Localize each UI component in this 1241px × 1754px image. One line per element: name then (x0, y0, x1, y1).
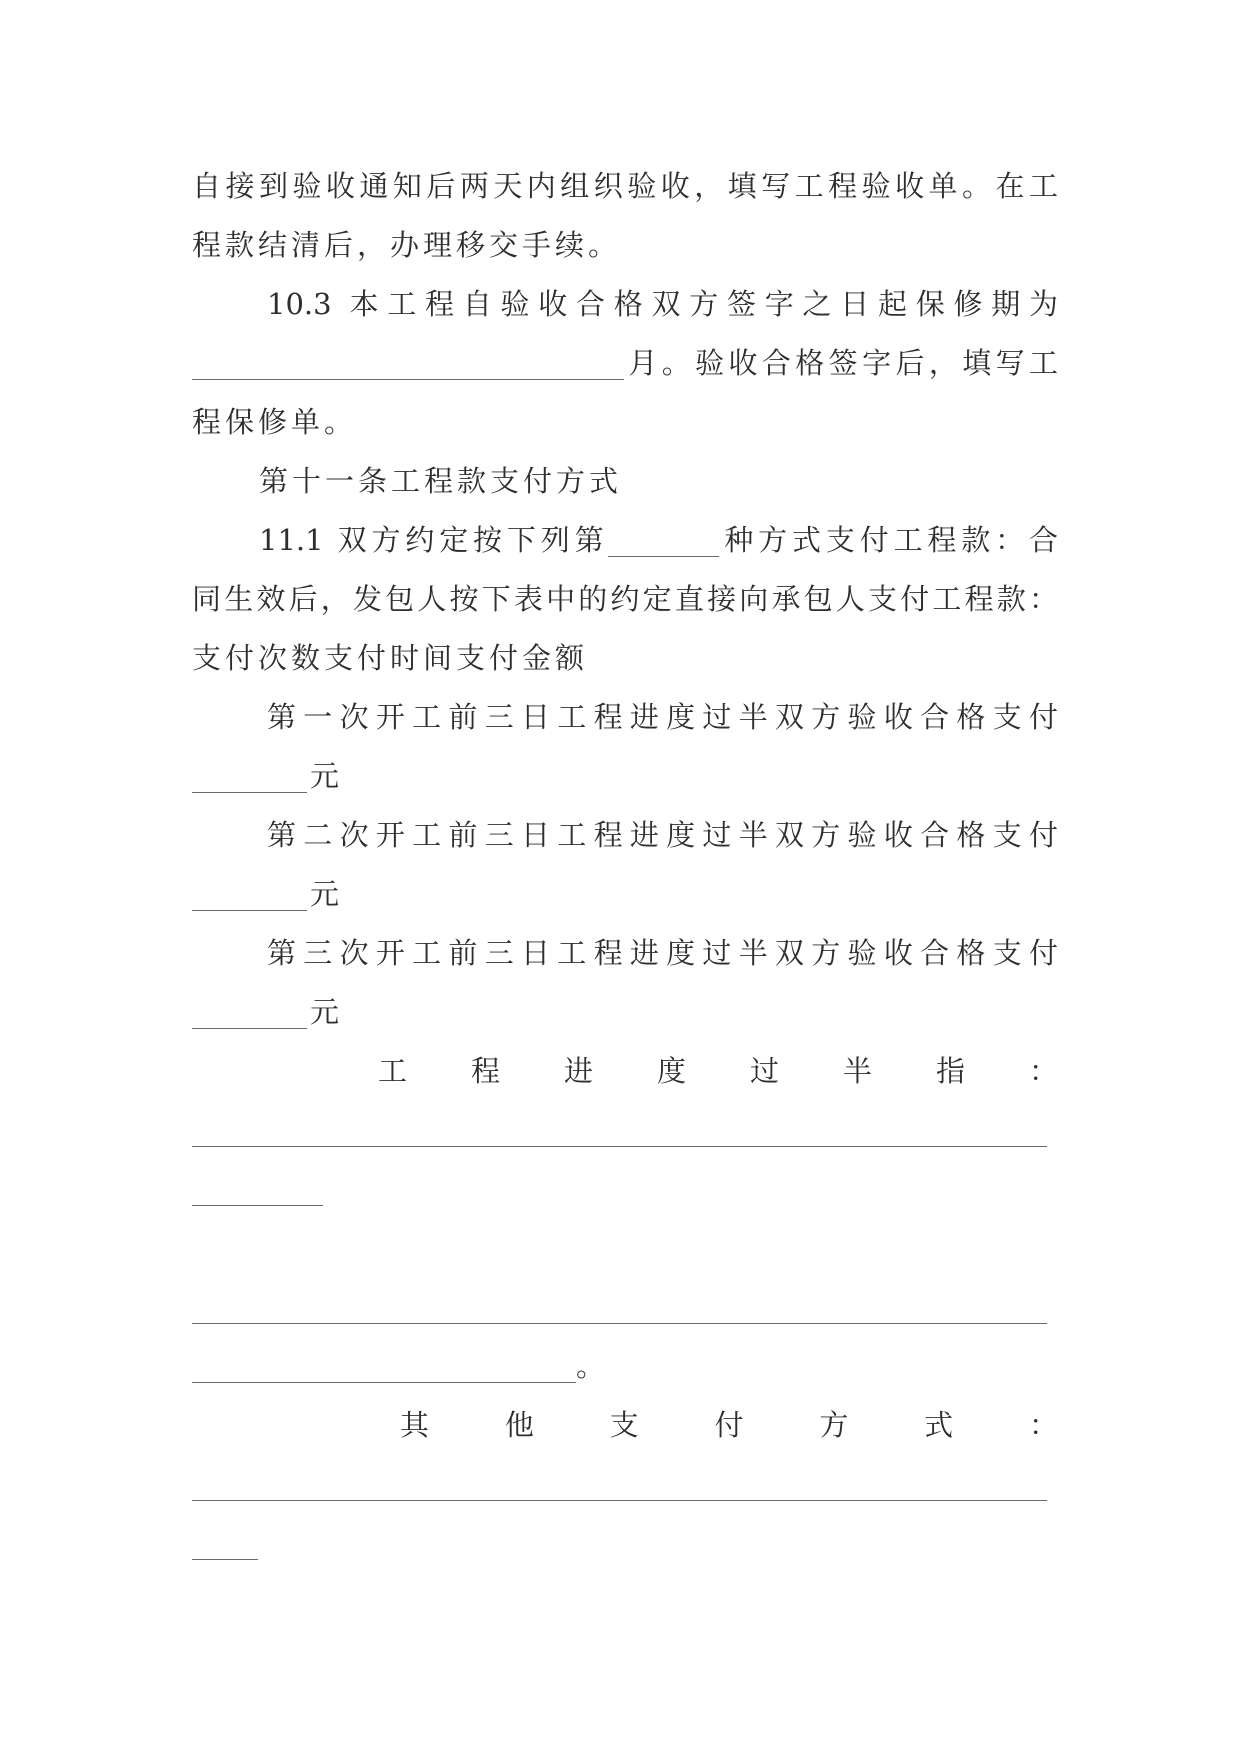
blank-line (192, 1185, 323, 1206)
blank-line (192, 1539, 258, 1560)
paragraph-line: 自接到验收通知后两天内组织验收，填写工程验收单。在工 (192, 169, 1058, 203)
payment-row-3: 第三次开工前三日工程进度过半双方验收合格支付 (267, 936, 1058, 970)
blank-line (192, 1362, 576, 1383)
clause-11-1-continued: 同生效后，发包人按下表中的约定直接向承包人支付工程款： (192, 582, 1058, 616)
blank-line (192, 1008, 307, 1029)
clause-11-1-after: 种方式支付工程款：合 (719, 523, 1058, 557)
payment-row-1: 第一次开工前三日工程进度过半双方验收合格支付 (267, 700, 1058, 734)
payment-amount-2 (192, 865, 1058, 924)
payment-amount-3 (192, 983, 1058, 1042)
clause-10-3-continued (192, 334, 1058, 393)
blank-line (608, 536, 719, 557)
progress-definition-label: 工程进度过半指： (378, 1054, 1058, 1088)
payment-row-2: 第二次开工前三日工程进度过半双方验收合格支付 (267, 818, 1058, 852)
payment-amount-1 (192, 747, 1058, 806)
blank-row (192, 1337, 1058, 1396)
empty-row (192, 1219, 1058, 1278)
blank-row (192, 1514, 1058, 1573)
currency-unit: 元 (310, 759, 344, 793)
currency-unit: 元 (310, 877, 344, 911)
blank-line (192, 1126, 1047, 1147)
blank-line (192, 1480, 1047, 1501)
clause-10-3-end: 程保修单。 (192, 405, 358, 439)
clause-10-3-text: 月。验收合格签字后，填写工 (624, 346, 1058, 380)
blank-line (192, 772, 307, 793)
document-body (192, 157, 1058, 1573)
blank-row (192, 1455, 1058, 1514)
paragraph-line: 程款结清后，办理移交手续。 (192, 228, 622, 262)
blank-line (192, 359, 624, 380)
other-payment-label: 其他支付方式： (400, 1408, 1058, 1442)
blank-line (192, 1303, 1047, 1324)
clause-11-1-before: 11.1 双方约定按下列第 (259, 523, 609, 557)
clause-11-1 (192, 511, 1058, 570)
article-11-title: 第十一条工程款支付方式 (259, 464, 623, 498)
blank-row (192, 1160, 1058, 1219)
payment-table-header: 支付次数支付时间支付金额 (192, 641, 589, 675)
blank-line (192, 890, 307, 911)
blank-row (192, 1101, 1058, 1160)
currency-unit: 元 (310, 995, 344, 1029)
blank-row (192, 1278, 1058, 1337)
clause-10-3: 10.3 本工程自验收合格双方签字之日起保修期为 (267, 287, 1058, 321)
period-mark: 。 (576, 1349, 610, 1383)
